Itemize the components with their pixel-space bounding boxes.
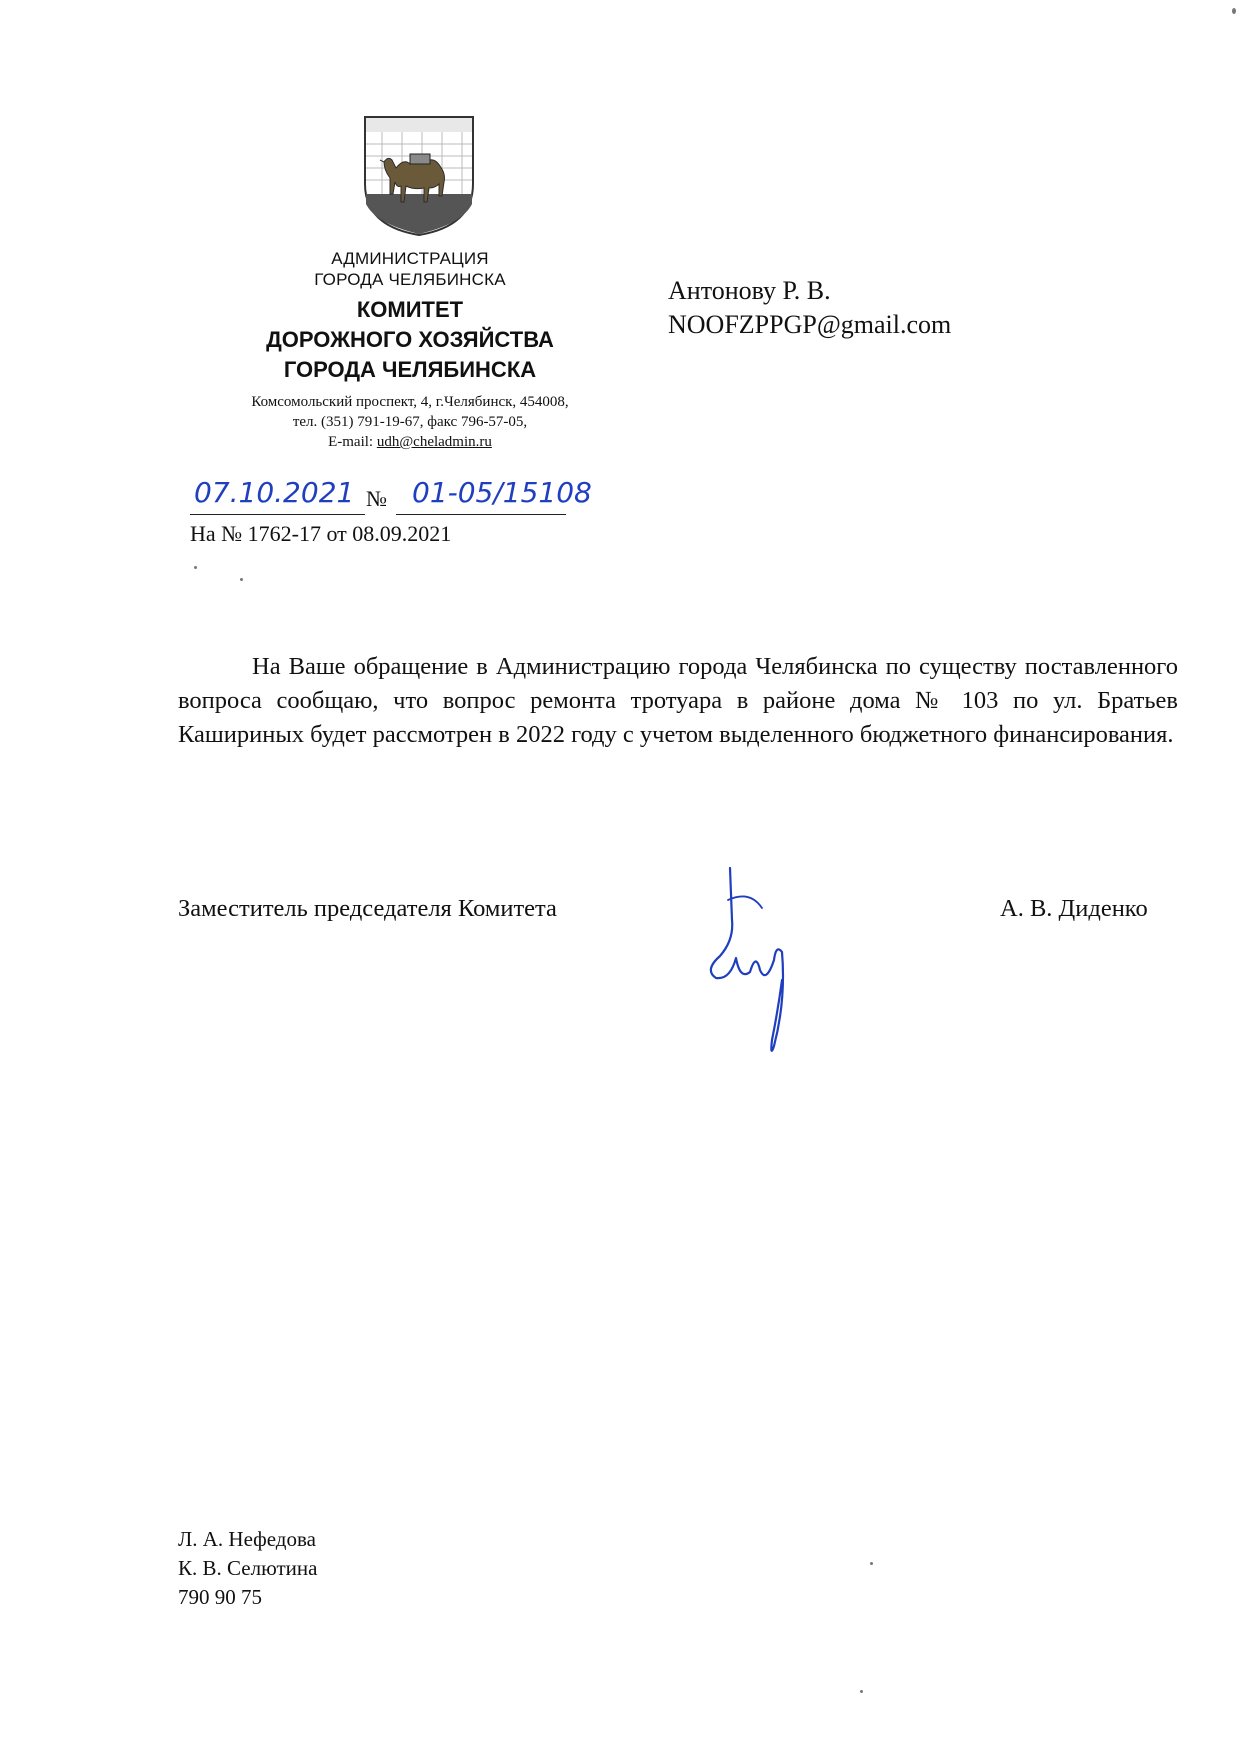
address-line-2: тел. (351) 791-19-67, факс 796-57-05,	[292, 414, 528, 430]
email-prefix: E-mail:	[328, 434, 377, 450]
email-line	[175, 432, 645, 452]
scan-speck	[860, 1690, 863, 1693]
committee-line-3: ГОРОДА ЧЕЛЯБИНСКА	[283, 357, 537, 382]
executor-phone: 790 90 75	[178, 1585, 262, 1609]
handwritten-signature-icon	[690, 860, 820, 1060]
email-link[interactable]: udh@cheladmin.ru	[376, 434, 492, 450]
letterhead	[175, 248, 645, 452]
admin-line-1: АДМИНИСТРАЦИЯ	[331, 249, 489, 268]
executor-2: К. В. Селютина	[178, 1556, 318, 1580]
registration-line	[190, 476, 630, 520]
committee-line-1: КОМИТЕТ	[356, 297, 464, 322]
body-paragraph: На Ваше обращение в Администрацию города Челябинска по существу поставленного вопроса сообщаю, что вопрос ремонта тротуара в районе дома № 103 по ул. Братьев Кашириных будет рассмотрен в 2022 году с учетом выделенного бюджетного финансирования.	[178, 653, 1178, 748]
executor-1: Л. А. Нефедова	[178, 1527, 316, 1551]
scan-speck	[870, 1562, 873, 1565]
scan-speck	[1232, 8, 1236, 14]
executors-block	[178, 1525, 317, 1612]
handwritten-number: 01-05/15108	[412, 476, 592, 509]
number-sign: №	[366, 486, 387, 511]
reply-reference: На № 1762-17 от 08.09.2021	[190, 521, 452, 546]
date-underline	[190, 514, 365, 515]
recipient-email: NOOFZPPGP@gmail.com	[668, 310, 952, 339]
city-emblem-icon	[362, 114, 476, 238]
recipient-block	[668, 274, 951, 342]
signatory-title: Заместитель председателя Комитета	[178, 895, 557, 922]
letter-body	[178, 650, 1178, 752]
signatory-name: А. В. Диденко	[1000, 895, 1148, 922]
committee-line-2: ДОРОЖНОГО ХОЗЯЙСТВА	[266, 327, 554, 352]
number-underline	[396, 514, 566, 515]
admin-line-2: ГОРОДА ЧЕЛЯБИНСКА	[314, 270, 506, 289]
scan-speck	[240, 578, 243, 581]
address-line-1: Комсомольский проспект, 4, г.Челябинск, 454008,	[251, 394, 569, 410]
scan-speck	[194, 566, 197, 569]
recipient-name: Антонову Р. В.	[668, 276, 831, 305]
handwritten-date: 07.10.2021	[194, 476, 355, 509]
